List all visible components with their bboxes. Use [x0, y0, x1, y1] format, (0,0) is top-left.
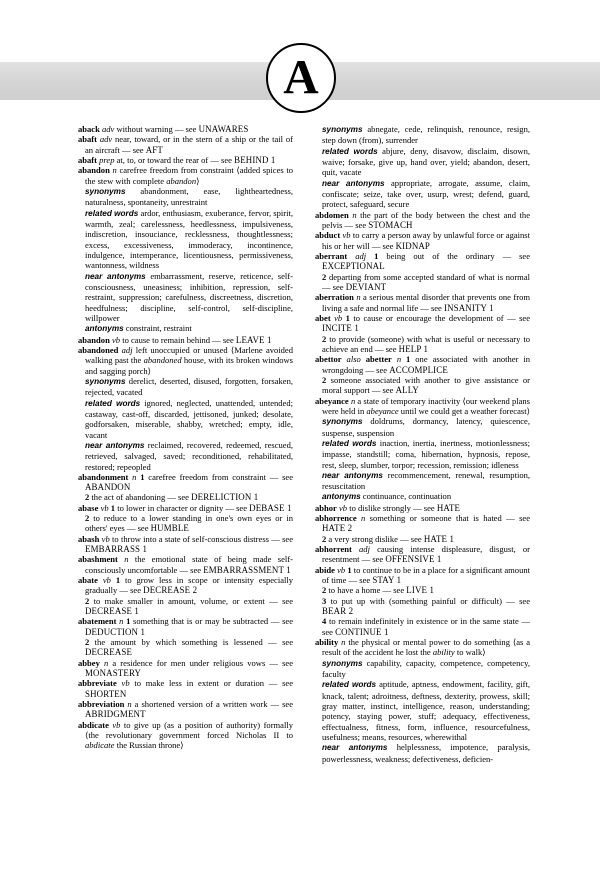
- headword: abandon: [78, 165, 110, 176]
- cross-reference: SHORTEN: [85, 688, 127, 699]
- sense-list-label: synonyms: [85, 376, 126, 386]
- part-of-speech: n: [112, 165, 117, 176]
- sense-number: 2: [322, 333, 330, 344]
- dictionary-entry: abandoned adj left unoccupied or unused ⟨Marlene avoided walking past the abandoned house, with its broken windows and sagging porch⟩: [78, 344, 294, 376]
- cross-reference: HATE: [436, 502, 461, 513]
- sense-list-label: near antonyms: [85, 271, 146, 281]
- sense-list: synonyms doldrums, dormancy, latency, quiescence, suspense, suspension: [322, 416, 530, 438]
- verbal-illustration: ⟨Marlene avoided walking past the abandoned house, with its broken windows and sagging porch⟩: [85, 344, 294, 376]
- part-of-speech: vb: [100, 502, 109, 513]
- sense-number: 1: [347, 564, 352, 575]
- headword: abate: [78, 575, 98, 586]
- headword: abashment: [78, 554, 118, 565]
- cross-reference: UNAWARES: [198, 124, 249, 134]
- headword: abhor: [315, 502, 337, 513]
- sense-list: synonyms capability, capacity, competence, competency, faculty: [322, 657, 530, 680]
- sense-number: 1: [406, 354, 411, 365]
- cross-reference: KIDNAP: [395, 240, 431, 251]
- cross-reference: HELP 1: [398, 343, 429, 354]
- verbal-illustration-word: abandon: [166, 175, 197, 186]
- cross-reference: DEDUCTION 1: [85, 626, 146, 637]
- sense-list-label: synonyms: [322, 125, 363, 134]
- sense-paragraph: 2 to provide (someone) with what is useful or necessary to achieve an end — see HELP 1: [322, 333, 530, 354]
- part-of-speech: prep: [99, 154, 115, 165]
- dictionary-entry: abatement n 1 something that is or may be subtracted — see DEDUCTION 1: [78, 616, 293, 637]
- sense-list-label: related words: [322, 146, 378, 156]
- sense-list-label: antonyms: [85, 324, 124, 334]
- sense-list: related words inaction, inertia, inertness, motionlessness; impasse, standstill; coma, hibernation, hypnosis, repose, rest, sleep, slumber, torpor; recession, remission; idleness: [322, 437, 530, 470]
- part-of-speech: adj: [355, 250, 367, 261]
- cross-reference: LIVE 1: [406, 585, 435, 596]
- sense-number: 2: [322, 533, 329, 544]
- cross-reference: LEAVE 1: [235, 334, 272, 345]
- part-of-speech: adj: [121, 344, 133, 355]
- dictionary-entry: abhor vb to dislike strongly — see HATE: [315, 502, 461, 513]
- part-of-speech: vb: [101, 533, 110, 544]
- sense-number: 2: [85, 492, 92, 503]
- dictionary-entry: abduct vb to carry a person away by unlawful force or against his or her will — see KIDNAP: [315, 230, 531, 251]
- sense-paragraph: 2 to reduce to a lower standing in one's own eyes or in others' eyes — see HUMBLE: [85, 513, 293, 534]
- cross-reference: STAY 1: [372, 575, 402, 586]
- part-of-speech: n: [119, 616, 124, 627]
- sense-number: 2: [85, 595, 94, 606]
- sense-list: synonyms derelict, deserted, disused, forgotten, forsaken, rejected, vacated: [85, 375, 293, 398]
- cross-reference: ALLY: [395, 385, 419, 396]
- dictionary-entry: abhorrent adj causing intense displeasure, disgust, or resentment — see OFFENSIVE 1: [315, 544, 530, 565]
- left-column: [78, 124, 293, 864]
- headword: abide: [315, 564, 335, 575]
- part-of-speech: n: [341, 637, 346, 648]
- sense-number: 1: [115, 575, 121, 586]
- dictionary-entry: abash vb to throw into a state of self-conscious distress — see EMBARRASS 1: [78, 533, 293, 555]
- letter-section-glyph: A: [283, 49, 319, 104]
- cross-reference: EXCEPTIONAL: [322, 261, 385, 272]
- sense-list: antonyms constraint, restraint: [85, 323, 192, 334]
- sense-list: near antonyms appropriate, arrogate, assume, claim, confiscate; seize, take over, usurp, wrest; defend, guard, protect, safeguard, secure: [322, 177, 530, 210]
- cross-reference: INCITE 1: [322, 323, 359, 334]
- sense-paragraph: 4 to remain indefinitely in existence or in the same state — see CONTINUE 1: [322, 616, 530, 637]
- dictionary-entry: abet vb 1 to cause or encourage the development of — see INCITE 1: [315, 312, 530, 334]
- cross-reference: HUMBLE: [150, 523, 189, 534]
- dictionary-entry: abbey n a residence for men under religious vows — see MONASTERY: [78, 657, 293, 679]
- verbal-illustration: ⟨our weekend plans were held in abeyance until we could get a weather forecast⟩: [322, 395, 530, 416]
- sense-number: 1: [126, 616, 131, 627]
- part-of-speech: n: [350, 395, 356, 406]
- cross-reference: OFFENSIVE 1: [385, 554, 442, 565]
- headword: abaft: [78, 154, 97, 165]
- dictionary-entry: abide vb 1 to continue to be in a place for a significant amount of time — see STAY 1: [315, 564, 530, 586]
- headword: abdomen: [315, 209, 349, 220]
- dictionary-entry: ability n the physical or mental power to do something ⟨as a result of the accident he lost the ability to walk⟩: [315, 637, 531, 658]
- headword: abandoned: [78, 344, 119, 355]
- dictionary-columns: [78, 124, 530, 864]
- headword: aback: [78, 124, 100, 134]
- sense-number: 1: [110, 502, 116, 513]
- sense-list-label: related words: [85, 208, 139, 218]
- sense-paragraph: 2 the act of abandoning — see DERELICTION 1: [85, 492, 259, 503]
- headword: abbey: [78, 657, 100, 668]
- part-of-speech: n: [103, 657, 109, 668]
- headword: abandon: [78, 334, 110, 345]
- dictionary-entry: abaft adv near, toward, or in the stern of a ship or the tail of an aircraft — see AFT: [78, 134, 294, 155]
- verbal-illustration: ⟨as a result of the accident he lost the ability to walk⟩: [322, 637, 531, 658]
- headword-variant: abetter: [365, 354, 392, 365]
- dictionary-entry: abandon n carefree freedom from constraint ⟨added spices to the stew with complete abandon⟩: [78, 165, 294, 186]
- dictionary-entry: abeyance n a state of temporary inactivity ⟨our weekend plans were held in abeyance until we could get a weather forecast⟩: [315, 395, 530, 416]
- sense-list-label: related words: [322, 438, 377, 448]
- verbal-illustration: ⟨added spices to the stew with complete abandon⟩: [85, 165, 294, 186]
- sense-number: 2: [85, 637, 95, 648]
- verbal-illustration-word: ability: [432, 647, 455, 658]
- part-of-speech: vb: [334, 312, 343, 323]
- sense-number: 4: [322, 616, 329, 627]
- sense-paragraph: 2 a very strong dislike — see HATE 1: [322, 533, 455, 544]
- sense-list: near antonyms helplessness, impotence, paralysis, powerlessness, weakness; defectiveness, deficien-: [322, 742, 530, 764]
- cross-reference: INSANITY 1: [444, 302, 494, 313]
- cross-reference: DERELICTION 1: [191, 492, 259, 503]
- dictionary-entry: abandon vb to cause to remain behind — see LEAVE 1: [78, 334, 272, 345]
- right-column: [315, 124, 530, 864]
- cross-reference: EMBARRASSMENT 1: [203, 564, 291, 575]
- sense-list: near antonyms reclaimed, recovered, redeemed, rescued, retrieved, salvaged, saved; reconditioned, rehabilitated, restored; repeopled: [85, 439, 293, 472]
- headword: abaft: [78, 134, 97, 145]
- headword: abettor: [315, 354, 342, 365]
- sense-list-label: antonyms: [322, 492, 361, 502]
- sense-list: synonyms abnegate, cede, relinquish, renounce, resign, step down (from), surrender: [322, 124, 530, 146]
- part-of-speech: vb: [342, 230, 351, 241]
- cross-reference: DECREASE: [85, 647, 133, 658]
- dictionary-entry: abashment n the emotional state of being made self-consciously uncomfortable — see EMBARRASSMENT 1: [78, 554, 293, 575]
- sense-list-label: near antonyms: [322, 178, 385, 188]
- dictionary-entry: abhorrence n something or someone that is hated — see HATE 2: [315, 513, 530, 534]
- sense-paragraph: 2 to make smaller in amount, volume, or extent — see DECREASE 1: [85, 595, 293, 617]
- sense-paragraph: 3 to put up with (something painful or difficult) — see BEAR 2: [322, 595, 530, 617]
- part-of-speech: vb: [337, 564, 346, 575]
- headword: abdicate: [78, 719, 109, 730]
- sense-list: related words ignored, neglected, unattended, untended; castaway, cast-off, discarded, jettisoned, junked; desolate, godforsaken, miserable, shabby, wretched; empty, idle, vacant: [85, 397, 293, 440]
- sense-paragraph: 2 the amount by which something is lessened — see DECREASE: [85, 637, 293, 658]
- sense-list: near antonyms embarrassment, reserve, reticence, self-consciousness, uneasiness; inhibition, repression, self-restraint, suppression; carefulness, discreetness, discretion, heedfulness; discipline, self-control, self-discipline, willpower: [85, 270, 293, 323]
- sense-list: near antonyms recommencement, renewal, resumption, resuscitation: [322, 469, 530, 492]
- cross-reference: AFT: [145, 144, 163, 155]
- part-of-speech: n: [356, 292, 361, 303]
- sense-paragraph: 2 to have a home — see LIVE 1: [322, 585, 435, 596]
- part-of-speech: n: [352, 209, 357, 220]
- sense-paragraph: 2 someone associated with another to give assistance or moral support — see ALLY: [322, 374, 530, 396]
- dictionary-entry: abdomen n the part of the body between the chest and the pelvis — see STOMACH: [315, 209, 530, 230]
- headword: abatement: [78, 616, 117, 627]
- part-of-speech: vb: [112, 719, 121, 730]
- sense-list-label: near antonyms: [85, 440, 145, 450]
- cross-reference: DEBASE 1: [249, 502, 292, 513]
- sense-number: 1: [374, 250, 379, 261]
- headword: abeyance: [315, 395, 349, 406]
- letter-section-badge: [266, 43, 336, 113]
- cross-reference: DECREASE 1: [85, 606, 140, 617]
- verbal-illustration-word: abandoned: [143, 355, 182, 366]
- headword: abase: [78, 502, 99, 513]
- part-of-speech: n: [132, 471, 137, 482]
- sense-number: 1: [345, 312, 350, 323]
- headword: abandonment: [78, 471, 129, 482]
- verbal-illustration-word: abeyance: [366, 405, 399, 416]
- part-of-speech: vb: [121, 678, 130, 689]
- sense-number: 2: [322, 374, 331, 385]
- dictionary-entry: abandonment n 1 carefree freedom from constraint — see ABANDON: [78, 471, 294, 493]
- dictionary-entry: aberrant adj 1 being out of the ordinary — see EXCEPTIONAL: [315, 250, 531, 272]
- headword: aberration: [315, 292, 354, 303]
- cross-reference: BEAR 2: [322, 606, 354, 617]
- part-of-speech: n: [361, 513, 366, 524]
- part-of-speech: adj: [359, 544, 370, 555]
- headword: abhorrent: [315, 544, 352, 555]
- cross-reference: ABANDON: [85, 482, 131, 493]
- sense-number: 2: [322, 585, 329, 596]
- sense-number: 3: [322, 595, 331, 606]
- sense-list: related words ardor, enthusiasm, exuberance, fervor, spirit, warmth, zeal; carelessness, heedlessness, impulsiveness, indiscretion, insouciance, recklessness, thoughtlessness; excess, excessiveness, immoderacy, incontinence, indulgence, intemperance, licentiousness, permissiveness, wantonness, wildness: [85, 207, 293, 271]
- cross-reference: DECREASE 2: [143, 585, 198, 596]
- dictionary-entry: abaft prep at, to, or toward the rear of — see BEHIND 1: [78, 154, 276, 165]
- sense-number: 1: [140, 471, 145, 482]
- headword: ability: [315, 637, 339, 648]
- cross-reference: HATE 1: [423, 533, 455, 544]
- dictionary-entry: aberration n a serious mental disorder that prevents one from living a safe and normal life — see INSANITY 1: [315, 292, 530, 313]
- headword: abduct: [315, 230, 341, 241]
- dictionary-entry: abbreviation n a shortened version of a written work — see ABRIDGMENT: [78, 699, 293, 720]
- sense-list: related words aptitude, aptness, endowment, facility, gift, knack, talent; adroitness, deftness, dexterity, prowess, skill; gray matter, instinct, intelligence, reason, understanding; potency, staying power, stuff; adequacy, effectiveness, effectualness, fitness, form, influence, resourcefulness, usefulness; means, resources, wherewithal: [322, 679, 530, 743]
- headword: abet: [315, 312, 331, 323]
- sense-list-label: near antonyms: [322, 743, 388, 753]
- sense-list-label: synonyms: [322, 417, 363, 427]
- headword: abbreviation: [78, 699, 125, 710]
- cross-reference: MONASTERY: [85, 668, 142, 679]
- cross-reference: STOMACH: [368, 219, 413, 230]
- dictionary-entry: abase vb 1 to lower in character or dignity — see DEBASE 1: [78, 502, 292, 513]
- headword: abhorrence: [315, 513, 357, 524]
- headword: abbreviate: [78, 678, 117, 689]
- part-of-speech: n: [127, 699, 132, 710]
- verbal-illustration: ⟨the revolutionary government forced Nicholas II to abdicate the Russian throne⟩: [85, 730, 293, 751]
- sense-list: synonyms abandonment, ease, lightheartedness, naturalness, spontaneity, unrestraint: [85, 185, 293, 208]
- cross-reference: ABRIDGMENT: [85, 709, 146, 720]
- sense-list: antonyms continuance, continuation: [322, 491, 452, 502]
- dictionary-entry: aback adv without warning — see UNAWARES: [78, 124, 249, 134]
- part-of-speech: adv: [102, 124, 115, 134]
- verbal-illustration-word: abdicate: [85, 740, 115, 751]
- dictionary-entry: abbreviate vb to make less in extent or duration — see SHORTEN: [78, 678, 293, 699]
- sense-list-label: synonyms: [322, 658, 363, 668]
- sense-number: 2: [85, 513, 94, 524]
- part-of-speech: vb: [102, 575, 111, 586]
- dictionary-entry: abettor also abetter n 1 one associated with another in wrongdoing — see ACCOMPLICE: [315, 354, 530, 375]
- cross-reference: DEVIANT: [345, 281, 387, 292]
- sense-list-label: related words: [322, 680, 377, 690]
- cross-reference: BEHIND 1: [234, 154, 276, 165]
- part-of-speech: vb: [111, 334, 121, 345]
- sense-list-label: synonyms: [85, 186, 126, 196]
- headword: abash: [78, 533, 100, 544]
- cross-reference: EMBARRASS 1: [85, 544, 148, 555]
- sense-list-label: related words: [85, 398, 141, 408]
- cross-reference: HATE 2: [322, 523, 353, 534]
- part-of-speech: adv: [99, 134, 113, 145]
- cross-reference: CONTINUE 1: [335, 626, 389, 637]
- sense-number: 2: [322, 271, 329, 282]
- headword: aberrant: [315, 250, 348, 261]
- cross-reference: ACCOMPLICE: [389, 364, 448, 375]
- part-of-speech: n: [396, 354, 402, 365]
- variant-label: also: [346, 354, 361, 365]
- dictionary-entry: abate vb 1 to grow less in scope or intensity especially gradually — see DECREASE 2: [78, 575, 294, 596]
- dictionary-entry: abdicate vb to give up (as a position of authority) formally ⟨the revolutionary government forced Nicholas II to abdicate the Russian throne⟩: [78, 719, 294, 751]
- sense-list: related words abjure, deny, disavow, disclaim, disown, waive; forsake, give up, hand over, yield; abandon, desert, quit, vacate: [322, 145, 530, 178]
- part-of-speech: vb: [339, 502, 348, 513]
- sense-paragraph: 2 departing from some accepted standard of what is normal — see DEVIANT: [322, 271, 530, 292]
- sense-list-label: near antonyms: [322, 470, 383, 480]
- part-of-speech: n: [124, 554, 129, 565]
